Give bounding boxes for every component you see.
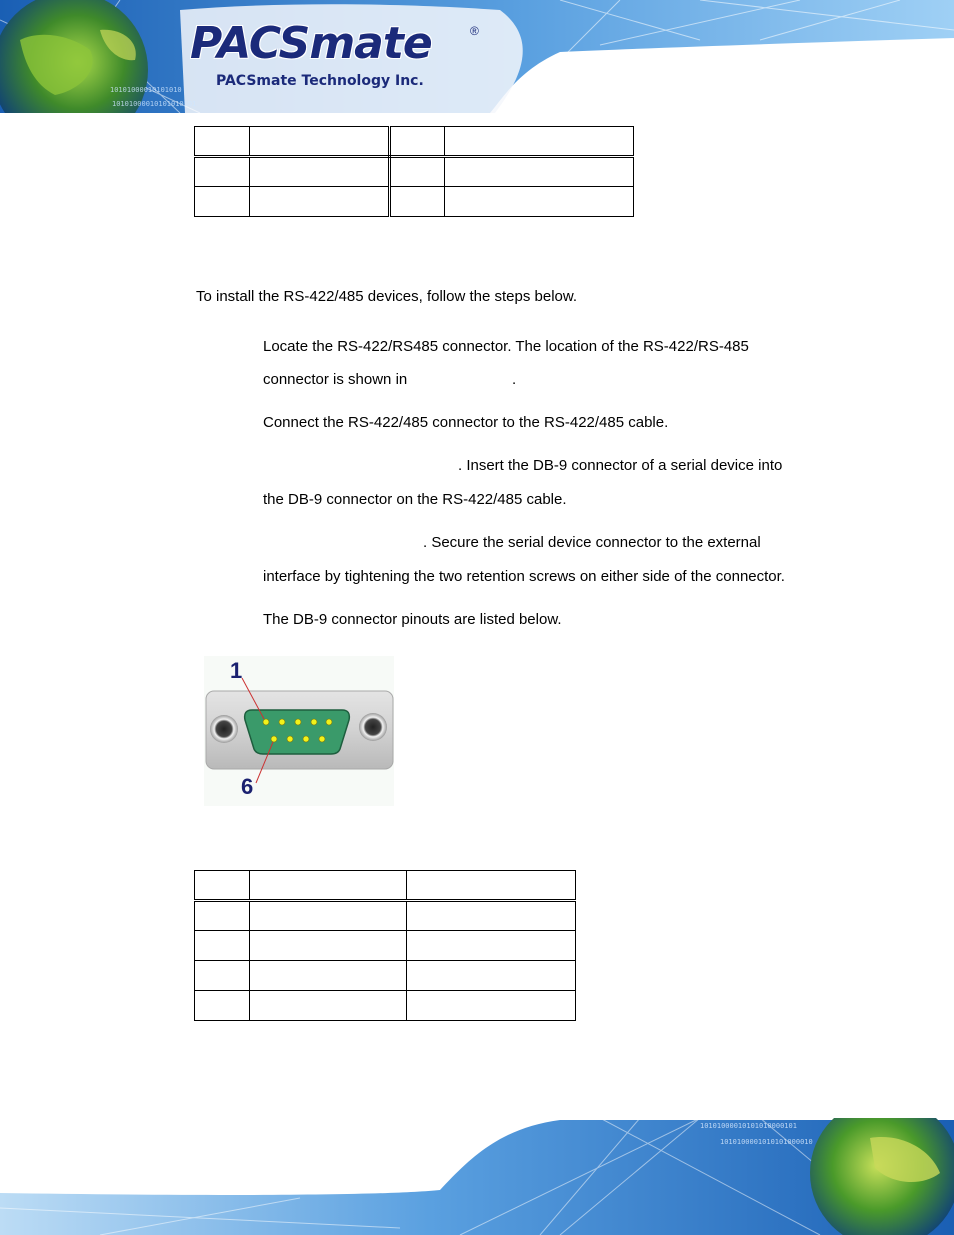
pinout-note: The DB-9 connector pinouts are listed below. (263, 611, 562, 628)
step-2: Connect the RS-422/485 connector to the RS-422/485 cable. (263, 414, 669, 431)
table-row (195, 157, 634, 187)
step-3-line-2: the DB-9 connector on the RS-422/485 cable. (263, 491, 567, 508)
table-row (195, 187, 634, 217)
table-cell (195, 931, 250, 961)
table-cell (195, 127, 250, 157)
table-row (195, 127, 634, 157)
table-row (195, 901, 576, 931)
table-cell (407, 991, 576, 1021)
table-cell (250, 991, 407, 1021)
table-cell (407, 961, 576, 991)
company-name: PACSmate Technology Inc. (216, 73, 424, 89)
table-cell (195, 187, 250, 217)
table-cell (407, 871, 576, 901)
table-row (195, 931, 576, 961)
db9-connector-image (204, 656, 394, 806)
registered-mark: ® (470, 24, 479, 38)
table-cell (195, 901, 250, 931)
step-1-line-2: connector is shown in (263, 371, 408, 388)
table-cell (250, 961, 407, 991)
step-4-line-1: . Secure the serial device connector to the external (423, 534, 761, 551)
table-cell (390, 127, 445, 157)
step-4-line-2: interface by tightening the two retention screws on either side of the connector. (263, 568, 785, 585)
table-cell (250, 871, 407, 901)
table-cell (250, 931, 407, 961)
connector-pad (245, 710, 350, 754)
table-row (195, 871, 576, 901)
step-1-line-1: Locate the RS-422/RS485 connector. The location of the RS-422/RS-485 (263, 338, 749, 355)
footer-graphic (0, 1118, 954, 1235)
table-cell (445, 127, 634, 157)
table-cell (195, 961, 250, 991)
logo-wordmark: PACSmate (190, 18, 432, 69)
screw-left-icon (210, 715, 238, 743)
pin-1-label: 1 (230, 658, 243, 683)
table-row (195, 961, 576, 991)
table-cell (195, 991, 250, 1021)
table-cell (195, 871, 250, 901)
pin-6-label: 6 (241, 774, 254, 799)
screw-right-icon (359, 713, 387, 741)
table-cell (250, 157, 390, 187)
svg-text:10101000010101010101: 10101000010101010101 (112, 100, 197, 108)
svg-text:1010100001010101000010: 1010100001010101000010 (720, 1138, 813, 1146)
table-cell (195, 157, 250, 187)
table-cell (445, 187, 634, 217)
table-cell (407, 931, 576, 961)
table-row (195, 991, 576, 1021)
table-cell (250, 901, 407, 931)
header-banner (0, 0, 954, 113)
table-cell (250, 127, 390, 157)
table-cell (407, 901, 576, 931)
header-graphic (0, 0, 954, 113)
step-3-line-1: . Insert the DB-9 connector of a serial device into (458, 457, 783, 474)
table-cell (445, 157, 634, 187)
db9-connector-figure (204, 656, 394, 806)
intro-text: To install the RS-422/485 devices, follow the steps below. (196, 288, 578, 305)
top-table (194, 126, 634, 217)
footer-banner (0, 1118, 954, 1235)
pinout-table (194, 870, 576, 1021)
table-cell (390, 187, 445, 217)
table-cell (250, 187, 390, 217)
step-1-line-2-end: . (512, 371, 517, 388)
svg-text:10101000010101010: 10101000010101010 (110, 86, 182, 94)
svg-text:10101000010101010000101: 10101000010101010000101 (700, 1122, 797, 1130)
table-cell (390, 157, 445, 187)
